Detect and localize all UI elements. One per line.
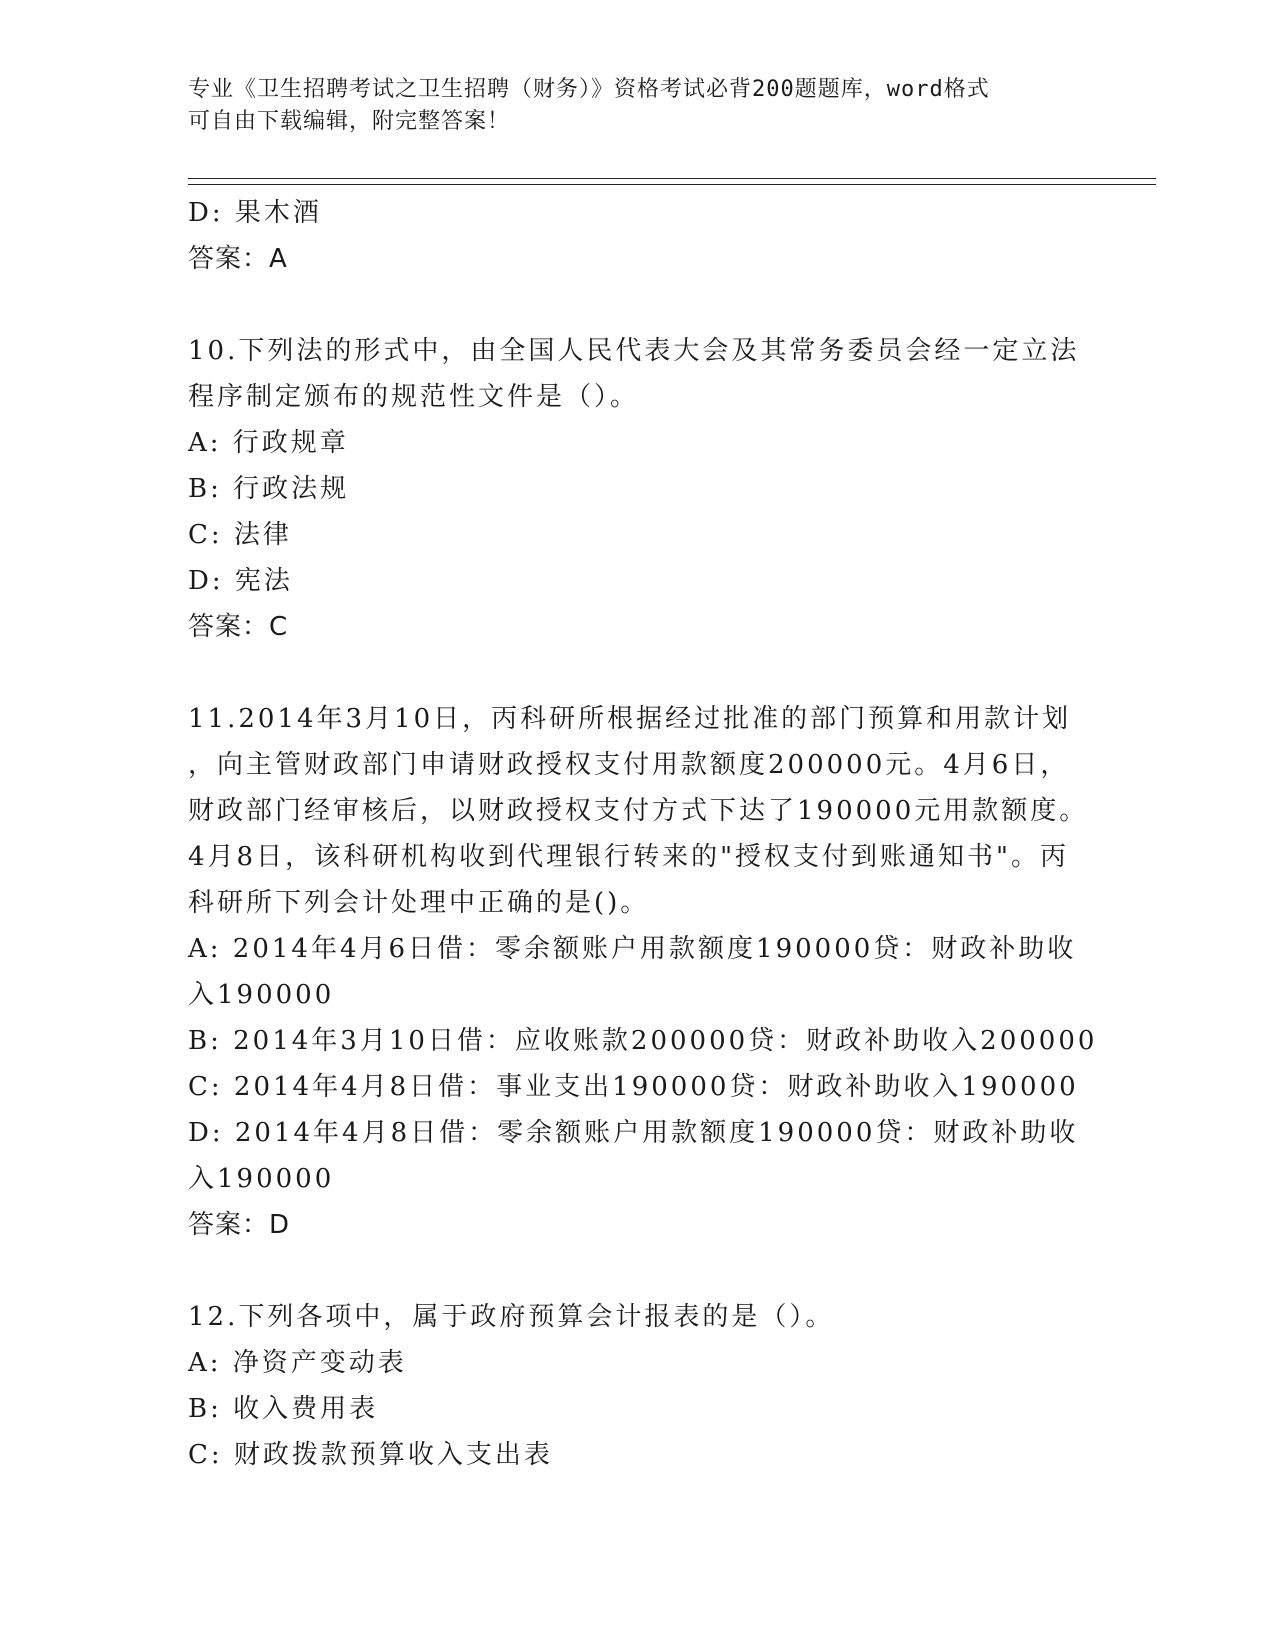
q11-answer: 答案：D [188, 1210, 291, 1240]
q10-option-a: A: 行政规章 [188, 428, 349, 458]
document-body [188, 190, 1098, 1478]
q11-option-a-line-2: 入190000 [188, 980, 335, 1010]
q11-stem-line-3: 财政部门经审核后，以财政授权支付方式下达了190000元用款额度。 [188, 796, 1089, 826]
spacer [188, 282, 1088, 328]
header-line-2: 可自由下载编辑，附完整答案！ [188, 109, 511, 134]
question-10 [188, 328, 1088, 650]
q10-option-d: D: 宪法 [188, 566, 293, 596]
question-9-tail [188, 190, 1088, 282]
q10-answer: 答案：C [188, 612, 289, 642]
q12-stem-line-1: 12.下列各项中，属于政府预算会计报表的是（）。 [188, 1302, 835, 1332]
question-12 [188, 1294, 1088, 1478]
q11-option-d-line-1: D: 2014年4月8日借：零余额账户用款额度190000贷：财政补助收 [188, 1118, 1079, 1148]
q11-stem-line-4: 4月8日，该科研机构收到代理银行转来的"授权支付到账通知书"。丙 [188, 842, 1070, 872]
question-11 [188, 696, 1098, 1248]
page-header [188, 74, 1088, 138]
q11-stem-line-1: 11.2014年3月10日，丙科研所根据经过批准的部门预算和用款计划 [188, 704, 1072, 734]
q11-option-b: B: 2014年3月10日借：应收账款200000贷：财政补助收入200000 [188, 1026, 1098, 1056]
q10-option-c: C: 法律 [188, 520, 292, 550]
q11-option-a-line-1: A: 2014年4月6日借：零余额账户用款额度190000贷：财政补助收 [188, 934, 1077, 964]
q11-option-d-line-2: 入190000 [188, 1164, 335, 1194]
q10-option-b: B: 行政法规 [188, 474, 350, 504]
header-divider-top [188, 178, 1156, 179]
header-divider-bottom [188, 184, 1156, 185]
spacer [188, 650, 1088, 696]
q12-option-c: C: 财政拨款预算收入支出表 [188, 1440, 553, 1470]
q11-stem-line-5: 科研所下列会计处理中正确的是()。 [188, 888, 650, 918]
q9-answer: 答案：A [188, 244, 288, 274]
q12-option-b: B: 收入费用表 [188, 1394, 379, 1424]
q9-option-d: D: 果木酒 [188, 198, 322, 228]
q11-option-c: C: 2014年4月8日借：事业支出190000贷：财政补助收入190000 [188, 1072, 1079, 1102]
q12-option-a: A: 净资产变动表 [188, 1348, 407, 1378]
header-line-1: 专业《卫生招聘考试之卫生招聘（财务）》资格考试必背200题题库，word格式 [188, 77, 990, 102]
spacer [188, 1248, 1088, 1294]
q11-stem-line-2: ，向主管财政部门申请财政授权支付用款额度200000元。4月6日， [188, 750, 1070, 780]
q10-stem-line-1: 10.下列法的形式中，由全国人民代表大会及其常务委员会经一定立法 [188, 336, 1080, 366]
q10-stem-line-2: 程序制定颁布的规范性文件是（）。 [188, 382, 640, 412]
